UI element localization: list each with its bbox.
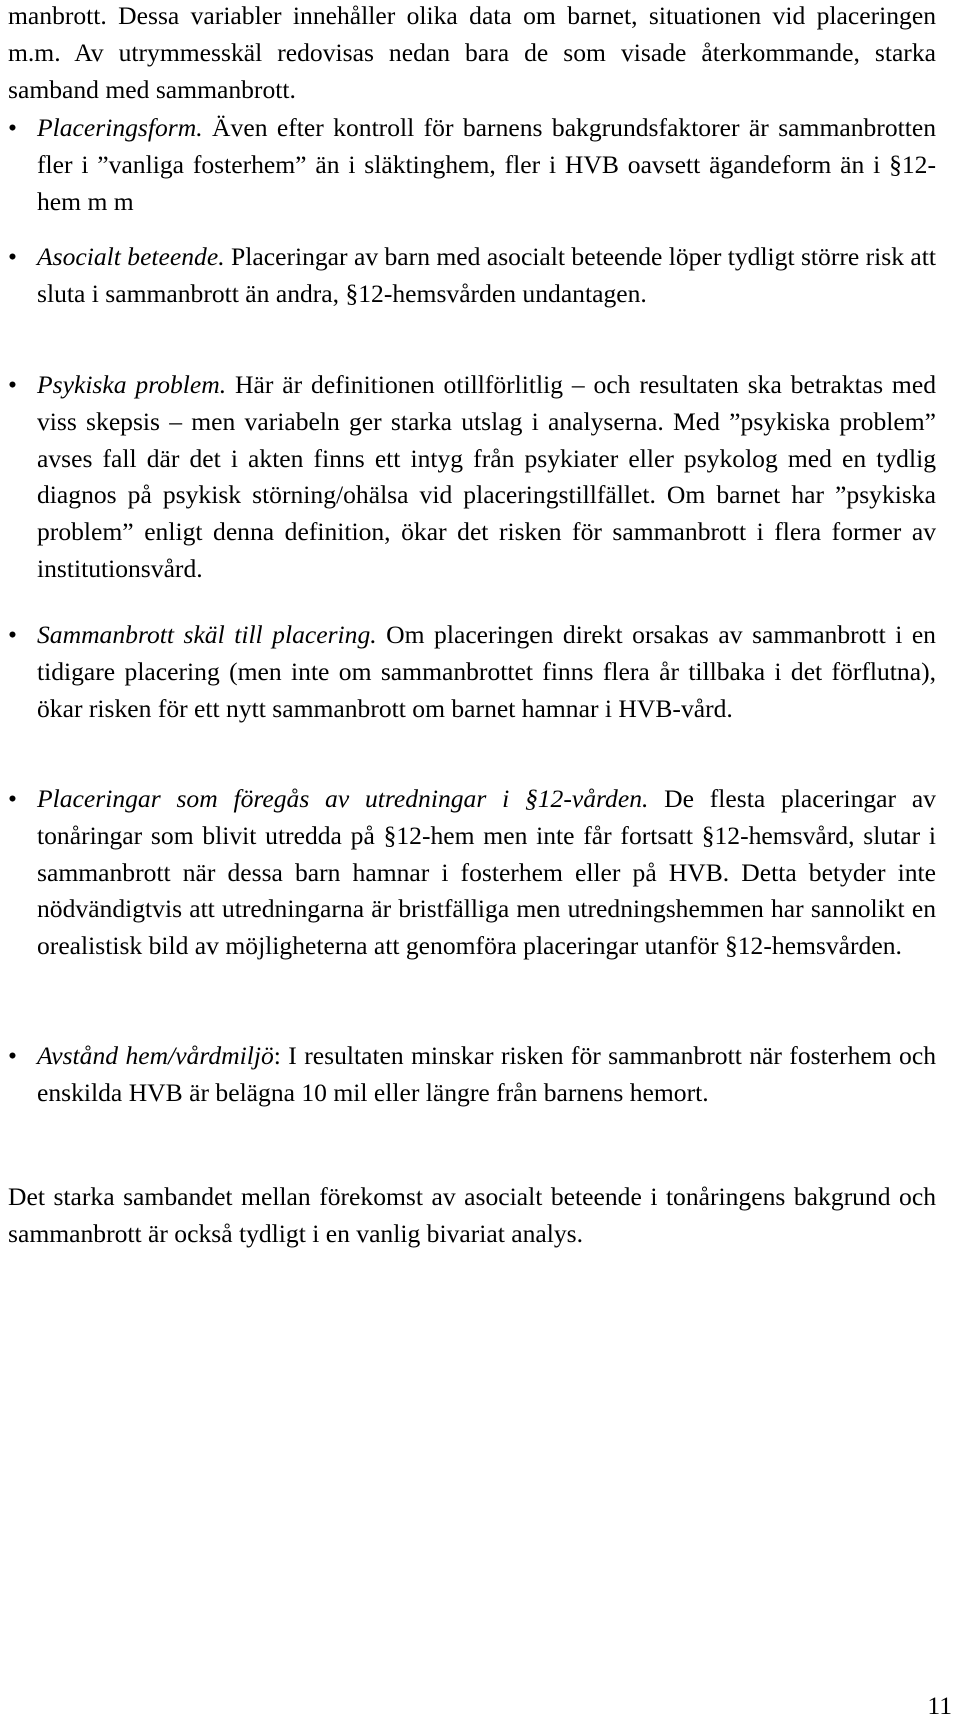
- list-item-text: [37, 617, 936, 727]
- list-item-text: [37, 781, 936, 965]
- list-item-text: [37, 239, 936, 313]
- list-item-text: [37, 110, 936, 220]
- bullet-icon: •: [8, 370, 17, 399]
- list-item-description: Om placeringen direkt orsakas av sammanbrott i en tidigare placering (men inte om sammanbrottet finns flera år tillbaka i det förflutna), ökar risken för ett nytt sammanbrott om barnet hamnar i HVB-vård.: [37, 620, 936, 723]
- list-item-term: Placeringsform.: [37, 113, 203, 142]
- list-item-sammanbrott-skal: [8, 617, 936, 727]
- list-item-description: Placeringar av barn med asocialt beteende löper tydligt större risk att sluta i sammanbrott än andra, §12-hemsvården undantagen.: [37, 242, 937, 308]
- list-item-asocialt-beteende: [8, 239, 936, 313]
- list-item-description: De flesta placeringar av tonåringar som blivit utredda på §12-hem men inte får fortsatt §12-hemsvård, slutar i sammanbrott när dessa barn hamnar i fosterhem eller på HVB. Detta betyder inte nödvändigtvis att utredningarna är bristfälliga men utredningshemmen har sannolikt en orealistisk bild av möjligheterna att genomföra placeringar utanför §12-hemsvården.: [37, 784, 936, 961]
- list-item-psykiska-problem: [8, 367, 936, 588]
- list-item-text: [37, 367, 936, 588]
- closing-paragraph: Det starka sambandet mellan förekomst av asocialt beteende i tonåringens bakgrund och sammanbrott är också tydligt i en vanlig bivariat analys.: [8, 1182, 936, 1248]
- page-number: 11: [927, 1691, 952, 1720]
- list-item-term: Sammanbrott skäl till placering.: [37, 620, 377, 649]
- bullet-icon: •: [8, 1041, 17, 1070]
- list-item-placeringsform: [8, 110, 936, 220]
- list-item-term: Avstånd hem/vårdmiljö: [37, 1041, 274, 1070]
- list-item-term: Psykiska problem.: [37, 370, 227, 399]
- bullet-icon: •: [8, 784, 17, 813]
- list-item-description: Även efter kontroll för barnens bakgrundsfaktorer är sammanbrotten fler i ”vanliga fosterhem” än i släktinghem, fler i HVB oavsett ägandeform än i §12-hem m m: [37, 113, 936, 216]
- intro-paragraph: manbrott. Dessa variabler innehåller olika data om barnet, situationen vid placeringen m.m. Av utrymmesskäl redovisas nedan bara de som visade återkommande, starka samband med sammanbrott.: [8, 1, 936, 104]
- bullet-icon: •: [8, 113, 17, 142]
- list-item-term: Asocialt beteende.: [37, 242, 225, 271]
- list-item-description: : I resultaten minskar risken för sammanbrott när fosterhem och enskilda HVB är belägna 10 mil eller längre från barnens hemort.: [37, 1041, 936, 1107]
- bullet-icon: •: [8, 620, 17, 649]
- list-item-utredningar: [8, 781, 936, 965]
- list-item-description: Här är definitionen otillförlitlig – och resultaten ska betraktas med viss skepsis – men variabeln ger starka utslag i analyserna. Med ”psykiska problem” avses fall där det i akten finns ett intyg från psykiater eller psykolog med en tydlig diagnos på psykisk störning/ohälsa vid placeringstillfället. Om barnet har ”psykiska problem” enligt denna definition, ökar det risken för sammanbrott i flera former av institutionsvård.: [37, 370, 936, 583]
- bullet-icon: •: [8, 242, 17, 271]
- list-item-text: [37, 1038, 936, 1112]
- list-item-term: Placeringar som föregås av utredningar i §12-vården.: [37, 784, 649, 813]
- list-item-avstand: [8, 1038, 936, 1112]
